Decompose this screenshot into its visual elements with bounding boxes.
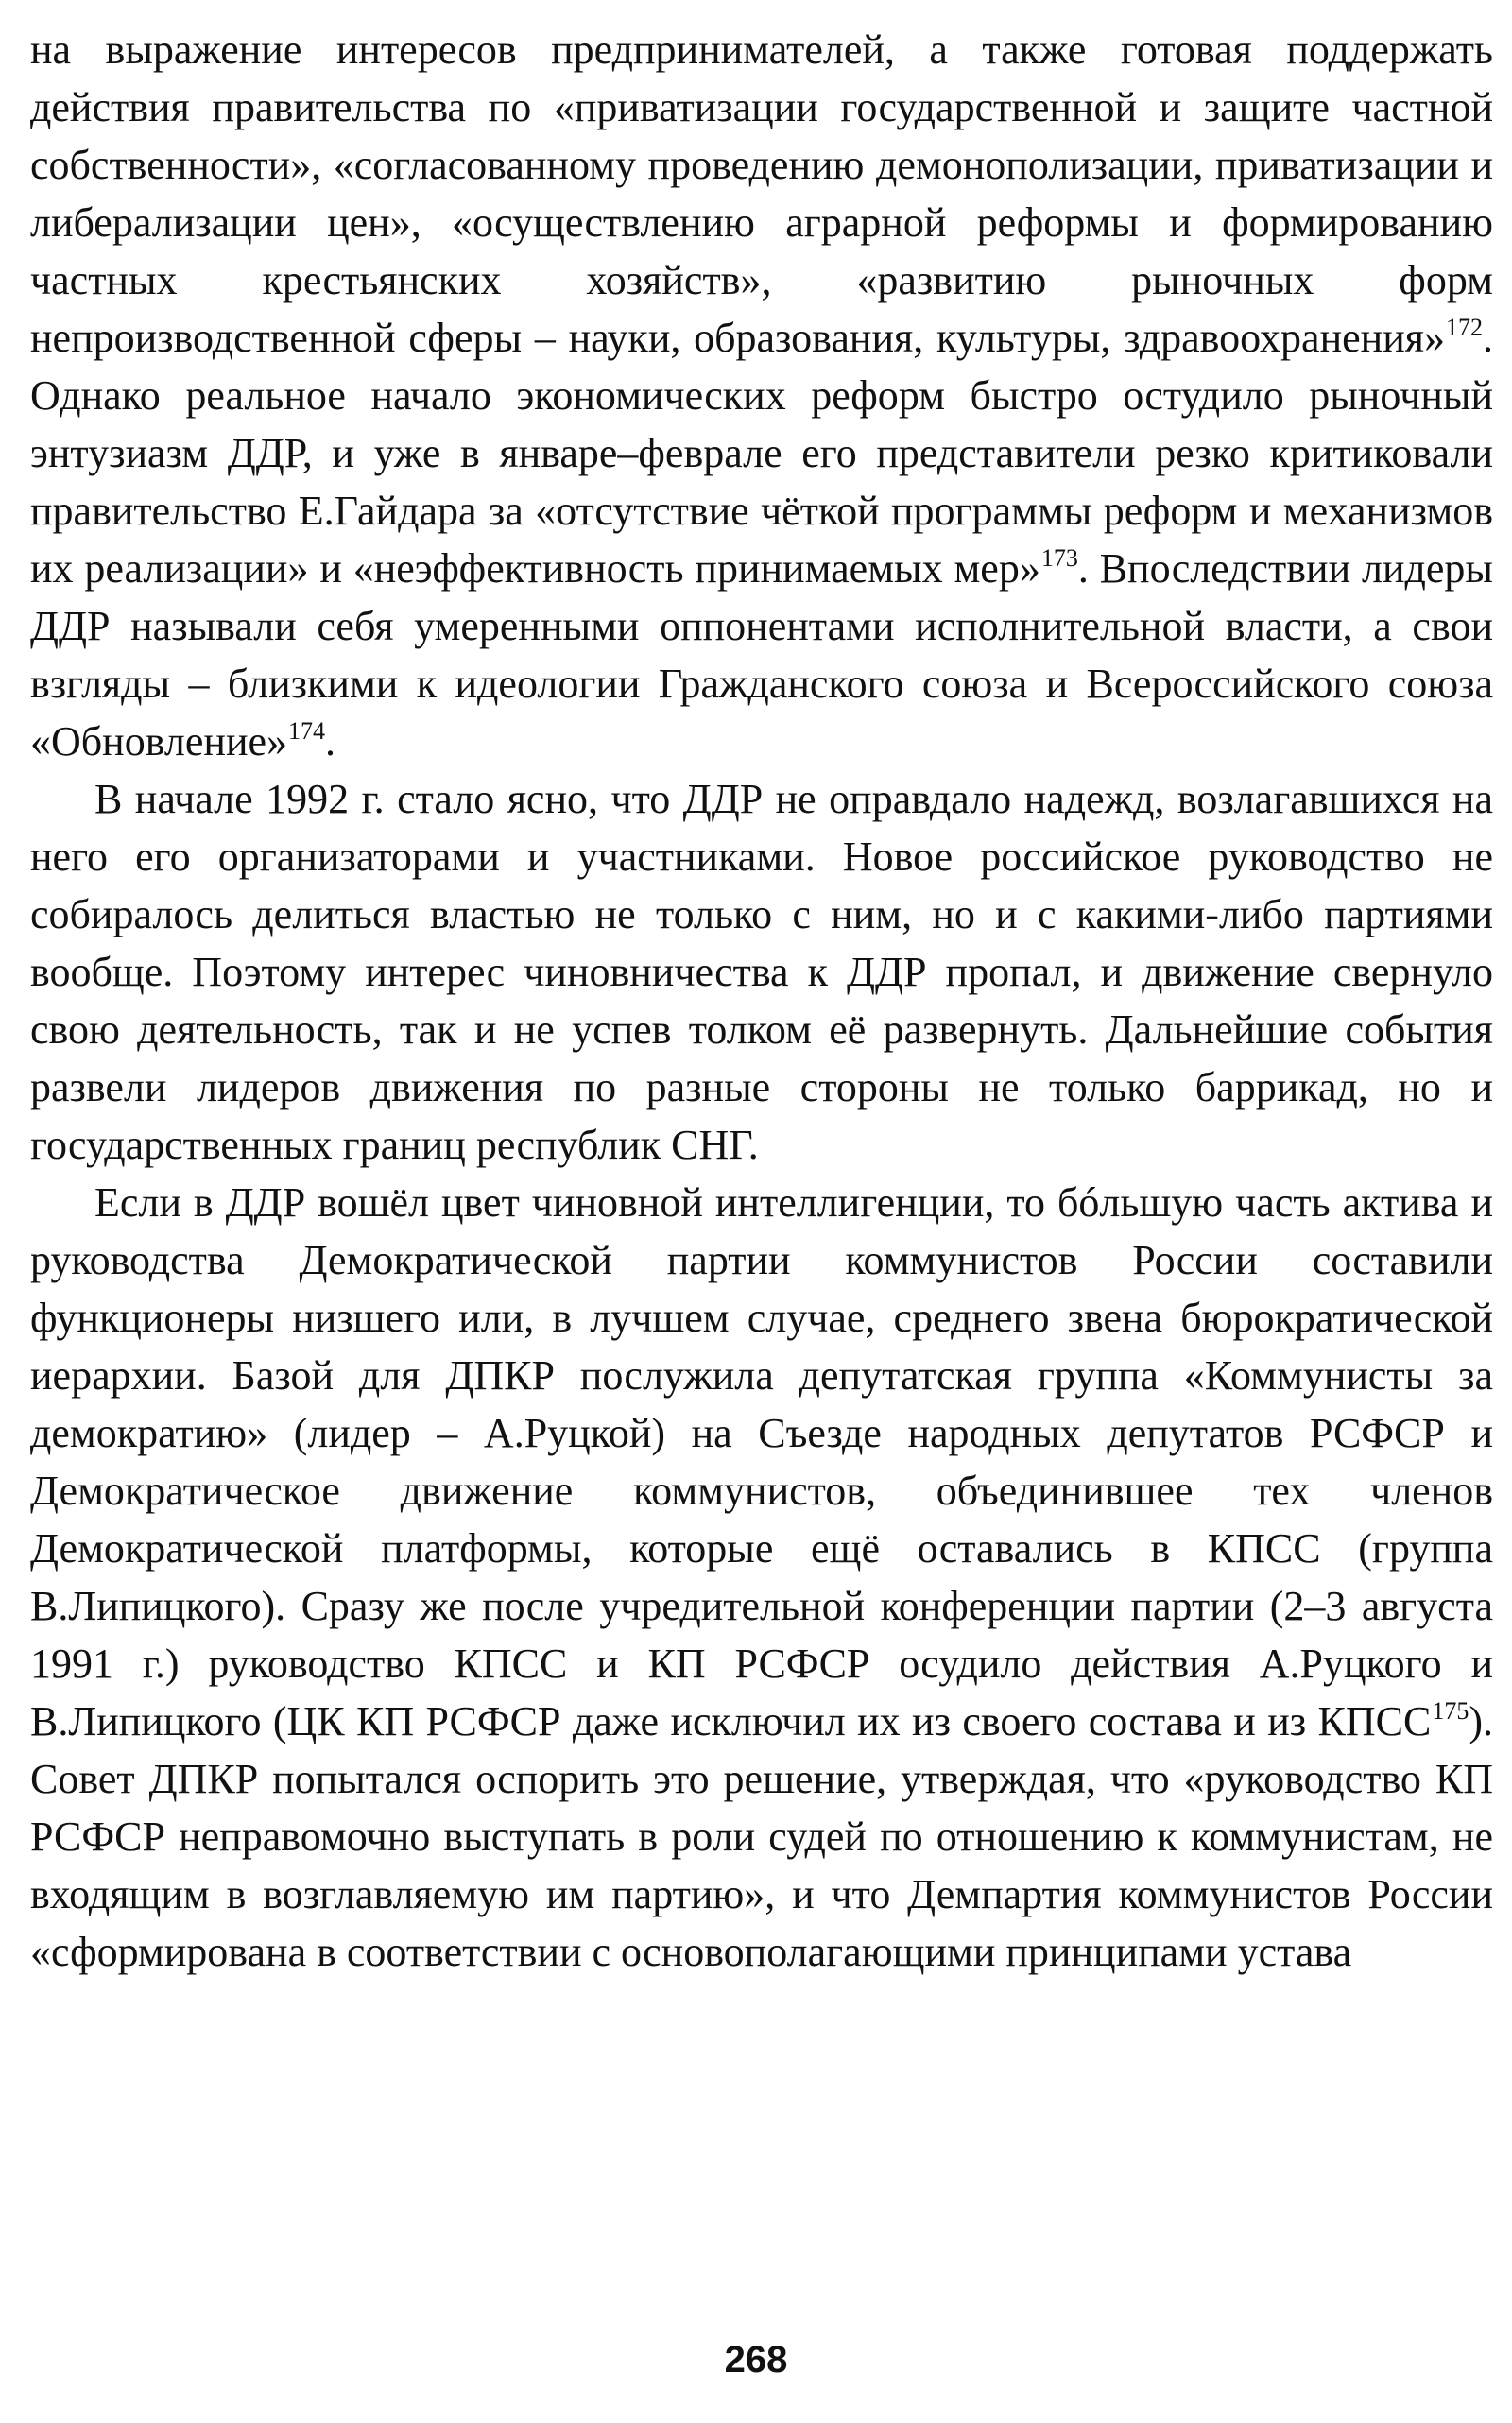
page-body xyxy=(30,21,1493,1981)
footnote-ref[interactable]: 175 xyxy=(1432,1697,1469,1725)
text-segment: . Впоследствии лидеры ДДР называли себя умеренными оппонентами исполнительной власти, а свои взгляды – близкими к идеологии Гражданского союза и Всероссийского союза «Обновление» xyxy=(30,545,1493,765)
text-segment: . Однако реальное начало экономических реформ быстро остудило рыночный энтузиазм ДДР, и уже в январе–феврале его представители резко критиковали правительство Е.Гайдара за «отсутствие чёткой программы реформ и механизмов их реализации» и «неэффективность принимаемых мер» xyxy=(30,315,1493,592)
paragraph xyxy=(30,21,1493,770)
text-segment: В начале 1992 г. стало ясно, что ДДР не оправдало надежд, возлагавшихся на него его организаторами и участниками. Новое российское руководство не собиралось делиться властью не только с ним, но и с какими-либо партиями вообще. Поэтому интерес чиновничества к ДДР пропал, и движение свернуло свою деятельность, так и не успев толком её развернуть. Дальнейшие события развели лидеров движения по разные стороны не только баррикад, но и государственных границ республик СНГ. xyxy=(30,776,1493,1168)
page-number: 268 xyxy=(724,2339,788,2380)
footnote-ref[interactable]: 172 xyxy=(1446,314,1483,341)
text-segment: Если в ДДР вошёл цвет чиновной интеллигенции, то бóльшую часть актива и руководства Демократической партии коммунистов России составили функционеры низшего или, в лучшем случае, среднего звена бюрократической иерархии. Базой для ДПКР послужила депутатская группа «Коммунисты за демократию» (лидер – А.Руцкой) на Съезде народных депутатов РСФСР и Демократическое движение коммунистов, объединившее тех членов Демократической платформы, которые ещё оставались в КПСС (группа В.Липицкого). Сразу же после учредительной конференции партии (2–3 августа 1991 г.) руководство КПСС и КП РСФСР осудило действия А.Руцкого и В.Липицкого (ЦК КП РСФСР даже исключил их из своего состава и из КПСС xyxy=(30,1179,1493,1744)
text-segment: на выражение интересов предпринимателей, а также готовая поддержать действия правительства по «приватизации государственной и защите частной собственности», «согласованному проведению демонополизации, приватизации и либерализации цен», «осуществлению аграрной реформы и формированию частных крестьянских хозяйств», «развитию рыночных форм непроизводственной сферы – науки, образования, культуры, здравоохранения» xyxy=(30,26,1493,361)
paragraph xyxy=(30,770,1493,1174)
footnote-ref[interactable]: 173 xyxy=(1040,544,1078,572)
text-segment: . xyxy=(325,718,336,765)
text-segment: ). Совет ДПКР попытался оспорить это решение, утверждая, что «руководство КП РСФСР неправомочно выступать в роли судей по отношению к коммунистам, не входящим в возглавляемую им партию», и что Демпартия коммунистов России «сформирована в соответствии с основополагающими принципами устава xyxy=(30,1698,1493,1975)
paragraph xyxy=(30,1174,1493,1981)
footnote-ref[interactable]: 174 xyxy=(288,717,326,745)
